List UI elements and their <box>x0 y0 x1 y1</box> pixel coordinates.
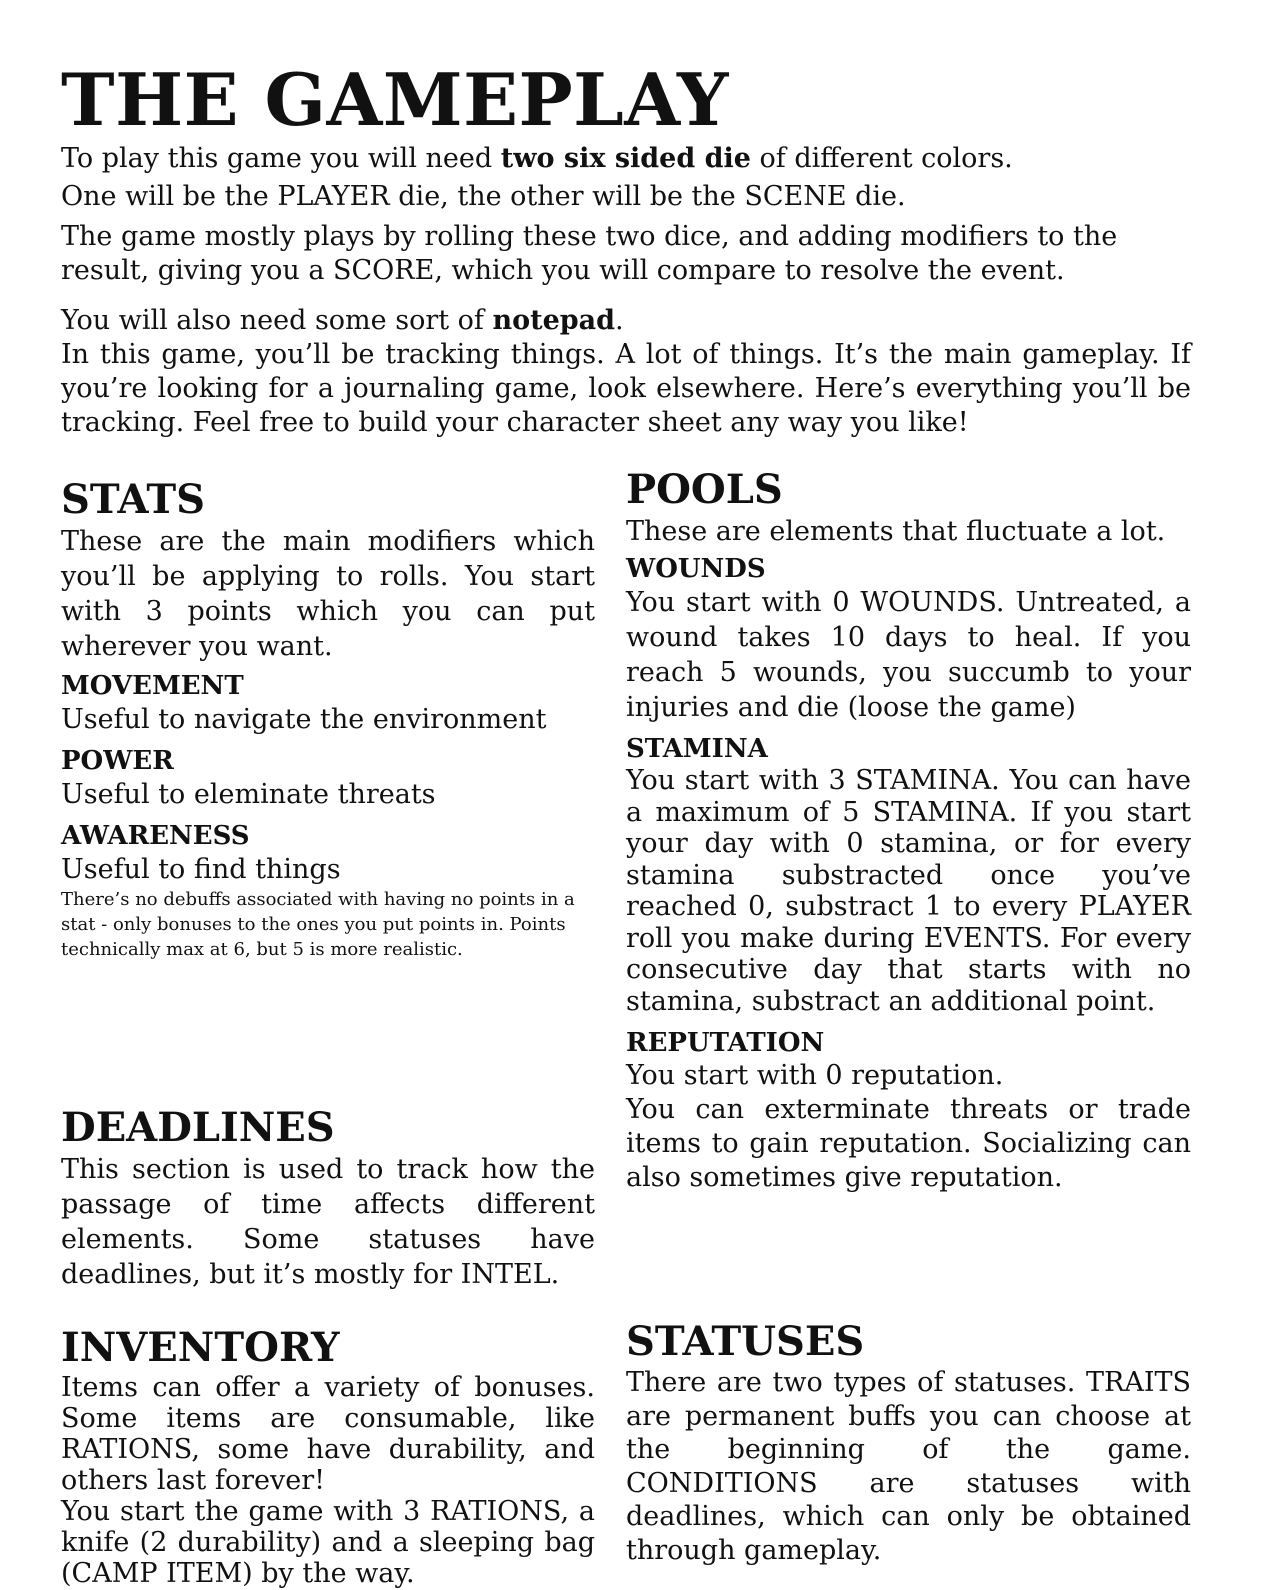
movement-heading: MOVEMENT <box>61 671 244 701</box>
pools-heading: POOLS <box>626 466 783 513</box>
statuses-text: There are two types of statuses. TRAITS are permanent buffs you can choose at the beginning of the game. CONDITIONS are statuses with deadlines, which can only be obtained through gameplay. <box>626 1367 1191 1566</box>
intro-rolling: The game mostly plays by rolling these two dice, and adding modifiers to the result, giving you a SCORE, which you will compare to resolve the event. <box>61 221 1118 286</box>
inventory-heading: INVENTORY <box>61 1324 340 1371</box>
statuses-section <box>626 1318 1191 1567</box>
movement-text: Useful to navigate the environment <box>61 704 547 735</box>
stats-text: These are the main modifiers which you’ll be applying to rolls. You start with 3 points which you can put wherever you want. <box>61 526 595 662</box>
stats-section <box>61 476 595 962</box>
wounds-heading: WOUNDS <box>626 554 766 584</box>
power-heading: POWER <box>61 746 174 776</box>
pools-text: These are elements that fluctuate a lot. <box>626 516 1166 547</box>
intro-tracking: In this game, you’ll be tracking things. A lot of things. It’s the main gameplay. If you’re looking for a journaling game, look elsewhere. Here’s everything you’ll be tracking. Feel free to build your character sheet any way you like! <box>61 339 1191 438</box>
deadlines-section <box>61 1104 595 1292</box>
intro <box>61 142 1191 440</box>
pools-section <box>626 466 1191 1195</box>
reputation-gain-text: You can exterminate threats or trade items to gain reputation. Socializing can also sometimes give reputation. <box>626 1094 1191 1193</box>
awareness-heading: AWARENESS <box>61 821 250 851</box>
intro-dice-roles: One will be the PLAYER die, the other will be the SCENE die. <box>61 181 906 212</box>
inventory-section <box>61 1324 595 1589</box>
deadlines-text: This section is used to track how the passage of time affects different elements. Some statuses have deadlines, but it’s mostly for INTEL. <box>61 1154 595 1290</box>
stamina-text: You start with 3 STAMINA. You can have a maximum of 5 STAMINA. If you start your day with 0 stamina, or for every stamina substracted once you’ve reached 0, substract 1 to every PLAYER roll you make during EVENTS. For every consecutive day that starts with no stamina, substract an additional point. <box>626 765 1191 1017</box>
deadlines-heading: DEADLINES <box>61 1104 335 1151</box>
reputation-text: You start with 0 reputation. <box>626 1060 1004 1091</box>
inventory-text: Items can offer a variety of bonuses. Some items are consumable, like RATIONS, some have durability, and others last forever! <box>61 1372 595 1496</box>
page-title: THE GAMEPLAY <box>61 57 729 142</box>
inventory-start-items: You start the game with 3 RATIONS, a knife (2 durability) and a sleeping bag (CAMP ITEM) by the way. <box>61 1496 595 1589</box>
intro-notepad: You will also need some sort of notepad. <box>61 305 624 336</box>
page <box>61 57 1191 1589</box>
statuses-heading: STATUSES <box>626 1318 865 1365</box>
intro-dice: To play this game you will need two six sided die of different colors. <box>61 143 1013 174</box>
awareness-text: Useful to find things <box>61 854 341 885</box>
stamina-heading: STAMINA <box>626 734 768 764</box>
stats-heading: STATS <box>61 476 205 523</box>
wounds-text: You start with 0 WOUNDS. Untreated, a wound takes 10 days to heal. If you reach 5 wounds, you succumb to your injuries and die (loose the game) <box>626 587 1191 723</box>
reputation-heading: REPUTATION <box>626 1028 825 1058</box>
stats-note: There’s no debuffs associated with having no points in a stat - only bonuses to the ones you put points in. Points technically max at 6, but 5 is more realistic. <box>61 889 575 960</box>
power-text: Useful to eleminate threats <box>61 779 436 810</box>
